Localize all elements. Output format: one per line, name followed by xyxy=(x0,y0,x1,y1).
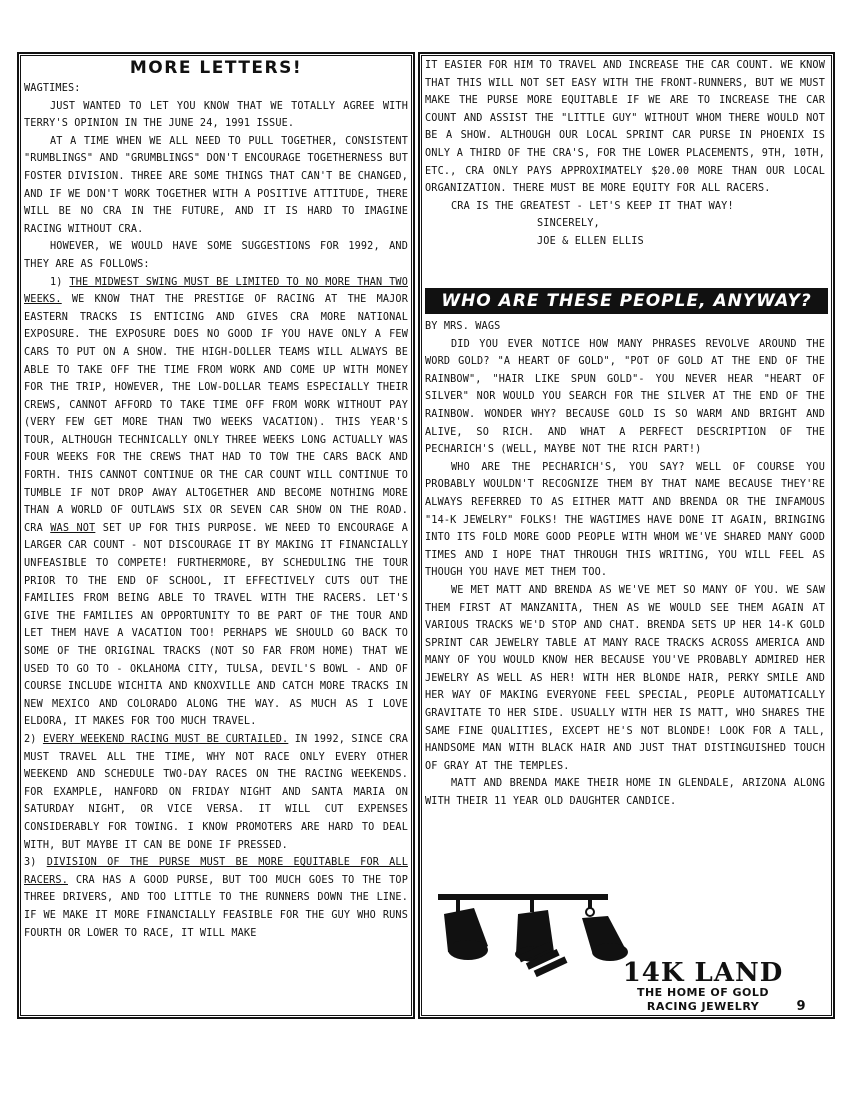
light-rail xyxy=(438,894,608,900)
suggestion-1-title: THE MIDWEST SWING MUST BE LIMITED TO NO MORE THAN TWO WEEKS. xyxy=(24,276,408,306)
letter-column-left xyxy=(24,57,408,942)
letter-paragraph-2: AT A TIME WHEN WE ALL NEED TO PULL TOGETHER, CONSISTENT "RUMBLINGS" AND "GRUMBLINGS" DON'T ENCOURAGE TOGETHERNESS BUT FOSTER DIVISION. THREE ARE SOME THINGS THAT CAN'T BE CHANGED, AND IF WE DON'T WORK TOGETHER WITH A POSITIVE ATTITUDE, THERE WILL BE NO CRA IN THE FUTURE, AND IT IS HARD TO IMAGINE RACING WITHOUT CRA. xyxy=(24,135,408,235)
letter-column-right xyxy=(425,57,825,251)
was-not-underline: WAS NOT xyxy=(50,522,96,534)
article-paragraph-3: WE MET MATT AND BRENDA AS WE'VE MET SO MANY OF YOU. WE SAW THEM FIRST AT MANZANITA, THEN AS WE WOULD SEE THEM AGAIN AT VARIOUS TRACKS WE'D STOP AND CHAT. BRENDA SETS UP HER 14-K GOLD SPRINT CAR JEWELRY TABLE AT MANY RACE TRACKS ACROSS AMERICA AND MANY OF YOU WOULD KNOW HER BECAUSE YOU'VE PROBABLY ADMIRED HER JEWELRY AS WELL AS HER! WITH HER BLONDE HAIR, PERKY SMILE AND HER WAY OF MAKING EVERYONE FEEL SPECIAL, PEOPLE AUTOMATICALLY GRAVITATE TO HER SIDE. USUALLY WITH HER IS MATT, WHO SHARES THE SAME FINE QUALITIES, EXCEPT HE'S NOT BLONDE! LOOK FOR A TALL, HANDSOME MAN WITH BLACK HAIR AND JUST THAT DISTINGUISHED TOUCH OF GRAY AT THE TEMPLES. xyxy=(425,584,825,772)
who-are-these-people-banner: WHO ARE THESE PEOPLE, ANYWAY? xyxy=(425,288,828,314)
letter-sincerely: SINCERELY, xyxy=(537,218,600,230)
article-byline: BY MRS. WAGS xyxy=(425,321,501,332)
spotlight-icon xyxy=(582,898,628,961)
letter-paragraph-1: JUST WANTED TO LET YOU KNOW THAT WE TOTALLY AGREE WITH TERRY'S OPINION IN THE JUNE 24, 1991 ISSUE. xyxy=(24,100,408,130)
letter-salutation: WAGTIMES: xyxy=(24,83,81,94)
suggestion-3: 3) DIVISION OF THE PURSE MUST BE MORE EQUITABLE FOR ALL RACERS. CRA HAS A GOOD PURSE, BUT TOO MUCH GOES TO THE TOP THREE DRIVERS, AND TOO LITTLE TO THE RUNNERS DOWN THE LINE. IF WE MAKE IT MORE FINANCIALLY FEASIBLE FOR THE GUY WHO RUNS FOURTH OR LOWER TO RACE, IT WILL MAKE xyxy=(24,857,408,939)
logo-subtitle-2: RACING JEWELRY xyxy=(646,1000,760,1013)
letter-continuation: IT EASIER FOR HIM TO TRAVEL AND INCREASE THE CAR COUNT. WE KNOW THAT THIS WILL NOT SET EASY WITH THE FRONT-RUNNERS, BUT WE MUST MAKE THE PURSE MORE EQUITABLE IF WE ARE TO INCREASE THE CAR COUNT AND ASSIST THE "LITTLE GUY" WITHOUT WHOM THERE WOULD NOT BE A SHOW. ALTHOUGH OUR LOCAL SPRINT CAR PURSE IN PHOENIX IS ONLY A THIRD OF THE CRA'S, FOR THE LOWER PLACEMENTS, 9TH, 10TH, ETC., CRA ONLY PAYS APPROXIMATELY $20.00 MORE THAN OUR LOCAL ORGANIZATION. THERE MUST BE MORE EQUITY FOR ALL RACERS. xyxy=(425,60,825,195)
page-number: 9 xyxy=(796,999,806,1014)
letter-paragraph-3: HOWEVER, WE WOULD HAVE SOME SUGGESTIONS FOR 1992, AND THEY ARE AS FOLLOWS: xyxy=(24,241,408,270)
spotlight-icon xyxy=(444,898,488,960)
suggestion-1: 1) THE MIDWEST SWING MUST BE LIMITED TO NO MORE THAN TWO WEEKS. WE KNOW THAT THE PRESTIGE OF RACING AT THE MAJOR EASTERN TRACKS IS ENTICING AND GIVES CRA MORE NATIONAL EXPOSURE. THE EXPOSURE DOES NO GOOD IF YOU HAVE ONLY A FEW CARS TO PUT ON A SHOW. THE HIGH-DOLLER TEAMS WILL ALWAYS BE ABLE TO TAKE OFF THE TIME FROM WORK AND COME UP WITH MONEY FOR THE TRIP, HOWEVER, THE LOW-DOLLAR TEAMS ESPECIALLY THEIR CREWS, CANNOT AFFORD TO TAKE TIME OFF FROM WORK WITHOUT PAY (VERY FEW GET MORE THAN TWO WEEKS VACATION). THIS YEAR'S TOUR, ALTHOUGH TECHNICALLY ONLY THREE WEEKS LONG ACTUALLY WAS FOUR WEEKS FOR THE CREWS THAT HAD TO TOW THE CARS BACK AND FORTH. THIS CANNOT CONTINUE OR THE CAR COUNT WILL CONTINUE TO TUMBLE IF NOT DROP AWAY ALTOGETHER AND BECOME NOTHING MORE THAN A WORLD OF OUTLAWS SIX OR SEVEN CAR SHOW ON THE ROAD. CRA WAS NOT SET UP FOR THIS PURPOSE. WE NEED TO ENCOURAGE A LARGER CAR COUNT - NOT DISCOURAGE IT BY MAKING IT FINANCIALLY UNFEASIBLE TO COMPETE! FURTHERMORE, BY SCHEDULING THE TOUR PRIOR TO THE END OF SCHOOL, IT EFFECTIVELY CUTS OUT THE FAMILIES FROM BEING ABLE TO TRAVEL WITH THE RACERS. LET'S GIVE THE FAMILIES AN OPPORTUNITY TO BE PART OF THE TOUR AND LET THEM HAVE A VACATION TOO! PERHAPS WE SHOULD GO BACK TO SOME OF THE ORIGINAL TRACKS (NOT SO FAR FROM HOME) THAT WE USED TO GO TO - OKLAHOMA CITY, TULSA, DEVIL'S BOWL - AND OF COURSE INCLUDE WICHITA AND KNOXVILLE AND CATCH MORE TRACKS IN NEW MEXICO AND COLORADO ALONG THE WAY. AS MUCH AS I LOVE ELDORA, IT MAKES FOR TOO MUCH TRAVEL. xyxy=(24,276,408,728)
article-column xyxy=(425,318,825,811)
suggestion-2: 2) EVERY WEEKEND RACING MUST BE CURTAILED. IN 1992, SINCE CRA MUST TRAVEL ALL THE TIME, WHY NOT RACE ONLY EVERY OTHER WEEKEND AND SCHEDULE TWO-DAY RACES ON THE RACING WEEKENDS. FOR EXAMPLE, HANFORD ON FRIDAY NIGHT AND SANTA MARIA ON SATURDAY NIGHT, OR VICE VERSA. IT WILL CUT EXPENSES CONSIDERABLY FOR TOWING. I KNOW PROMOTERS ARE HARD TO DEAL WITH, BUT MAYBE IT CAN BE DONE IF PRESSED. xyxy=(24,733,408,851)
article-paragraph-2: WHO ARE THE PECHARICH'S, YOU SAY? WELL OF COURSE YOU PROBABLY WOULDN'T RECOGNIZE THEM BY THAT NAME BECAUSE THEY'RE ALWAYS REFERRED TO AS EITHER MATT AND BRENDA OR THE INFAMOUS "14-K JEWELRY" FOLKS! THE WAGTIMES HAVE DONE IT AGAIN, BRINGING INTO ITS FOLD MORE GOOD PEOPLE WITH WHOM WE'VE SHARED MANY GOOD TIMES AND I HOPE THAT THROUGH THIS WRITING, YOU WILL FEEL AS THOUGH YOU HAVE MET THEM TOO. xyxy=(425,461,825,579)
letter-signature: JOE & ELLEN ELLIS xyxy=(537,235,644,247)
letter-closing: CRA IS THE GREATEST - LET'S KEEP IT THAT WAY! xyxy=(451,200,734,212)
article-paragraph-4: MATT AND BRENDA MAKE THEIR HOME IN GLENDALE, ARIZONA ALONG WITH THEIR 11 YEAR OLD DAUGHTER CANDICE. xyxy=(425,778,825,808)
article-paragraph-1: DID YOU EVER NOTICE HOW MANY PHRASES REVOLVE AROUND THE WORD GOLD? "A HEART OF GOLD", "POT OF GOLD AT THE END OF THE RAINBOW", "HAIR LIKE SPUN GOLD"- YOU NEVER HEAR "HEART OF SILVER" NOR WOULD YOU SEARCH FOR THE SILVER AT THE END OF THE RAINBOW. WONDER WHY? BECAUSE GOLD IS SO WARM AND BRIGHT AND ALIVE, SO RICH. AND WHAT A PERFECT DESCRIPTION OF THE PECHARICH'S (WELL, MAYBE NOT THE RICH PART!) xyxy=(425,338,825,456)
more-letters-heading: MORE LETTERS! xyxy=(129,58,303,78)
suggestion-2-title: EVERY WEEKEND RACING MUST BE CURTAILED. xyxy=(42,733,289,745)
suggestion-3-title: DIVISION OF THE PURSE MUST BE MORE EQUITABLE FOR ALL RACERS. xyxy=(24,857,408,886)
logo-subtitle-1: THE HOME OF GOLD xyxy=(636,986,770,999)
logo-title: 14K LAND xyxy=(622,958,784,988)
